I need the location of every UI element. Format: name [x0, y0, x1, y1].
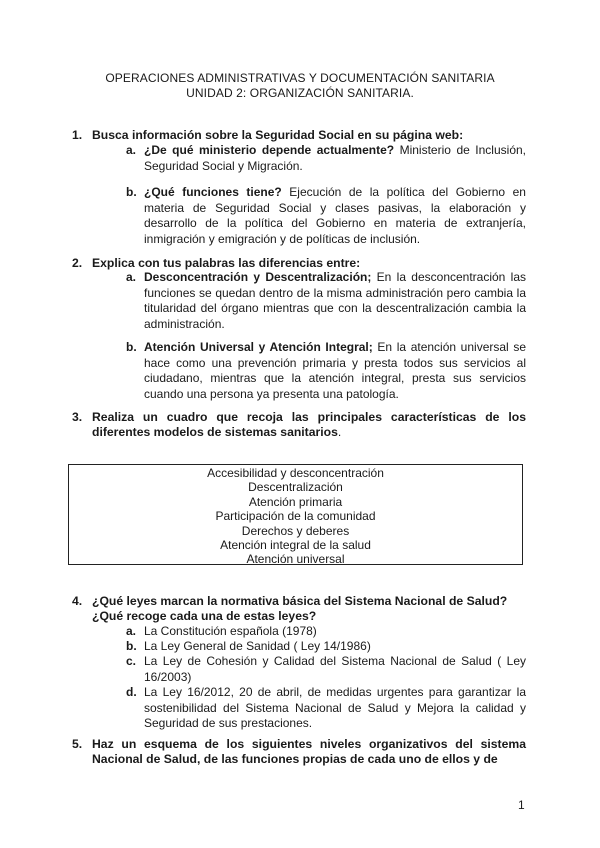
question-3: [72, 410, 526, 440]
page-number: 1: [518, 798, 525, 812]
question-number: 1.: [72, 128, 83, 142]
law-text: La Ley 16/2012, 20 de abril, de medidas urgentes para garantizar la sostenibilidad del Sistema Nacional de Salud y Mejora la calidad y Seguridad de sus prestaciones.: [144, 685, 526, 731]
table-item: Descentralización: [248, 480, 343, 495]
law-item-a: [126, 624, 526, 640]
answer-text: En la atención universal se hace como una prevención primaria y presta todos sus servicios al ciudadano, mientras que la atención integral, presta sus servicios cuando una persona ya presenta una patología.: [144, 340, 527, 401]
question-1: [72, 128, 526, 143]
answer-text: Ejecución de la política del Gobierno en materia de Seguridad Social y clases pasivas, la elaboración y desarrollo de la política del Gobierno en materia de extranjería, inmigración y emigración y de políticas de inclusión.: [144, 185, 526, 246]
sub-question: ¿Qué funciones tiene?: [144, 185, 282, 199]
table-item: Atención universal: [246, 552, 345, 567]
question-text: Haz un esquema de los siguientes niveles organizativos del sistema Nacional de Salud, de las funciones propias de cada uno de ellos y de: [92, 737, 526, 766]
item-letter: b.: [126, 639, 137, 653]
answer-2b: [126, 340, 527, 402]
item-letter: a.: [126, 143, 137, 157]
header-title: OPERACIONES ADMINISTRATIVAS Y DOCUMENTACIÓN SANITARIA: [105, 71, 495, 85]
item-letter: a.: [126, 270, 137, 284]
item-letter: a.: [126, 624, 137, 638]
characteristics-table: [68, 464, 523, 565]
question-number: 3.: [72, 410, 83, 424]
question-number: 5.: [72, 737, 83, 751]
sub-question: Atención Universal y Atención Integral;: [144, 340, 373, 354]
law-item-c: [126, 654, 526, 685]
question-2: [72, 256, 526, 271]
question-text: ¿Qué leyes marcan la normativa básica del Sistema Nacional de Salud? ¿Qué recoge cada una de estas leyes?: [92, 594, 508, 623]
answer-text: En la desconcentración las funciones se quedan dentro de la misma administración pero cambia la titularidad del órgano mientras que con la descentralización cambia la administración.: [144, 270, 526, 331]
law-text: La Ley de Cohesión y Calidad del Sistema Nacional de Salud ( Ley 16/2003): [144, 654, 526, 684]
question-tail: .: [337, 425, 342, 439]
item-letter: d.: [126, 685, 137, 699]
table-item: Derechos y deberes: [241, 523, 350, 538]
question-number: 4.: [72, 594, 83, 608]
question-text: Realiza un cuadro que recoja las principales características de los diferentes modelos de sistemas sanitarios: [92, 410, 526, 439]
law-item-d: [126, 685, 526, 732]
question-5: [72, 737, 526, 767]
answer-1b: [126, 185, 526, 247]
answer-2a: [126, 270, 526, 332]
answer-1a: [126, 143, 526, 174]
table-item: Participación de la comunidad: [215, 509, 376, 524]
header-subtitle: UNIDAD 2: ORGANIZACIÓN SANITARIA.: [186, 86, 414, 100]
law-text: La Constitución española (1978): [144, 624, 317, 638]
item-letter: b.: [126, 340, 137, 354]
answer-text: Ministerio de Inclusión, Seguridad Social y Migración.: [144, 143, 526, 173]
sub-question: Desconcentración y Descentralización;: [144, 270, 372, 284]
question-number: 2.: [72, 256, 83, 270]
item-letter: c.: [126, 654, 137, 668]
table-item: Atención integral de la salud: [220, 538, 371, 553]
law-item-b: [126, 639, 526, 655]
table-item: Accesibilidad y desconcentración: [207, 466, 384, 480]
sub-question: ¿De qué ministerio depende actualmente?: [144, 143, 395, 157]
question-text: Explica con tus palabras las diferencias entre:: [92, 256, 361, 270]
question-4: [72, 594, 526, 624]
law-text: La Ley General de Sanidad ( Ley 14/1986): [144, 639, 371, 653]
table-item: Atención primaria: [248, 494, 343, 509]
question-text: Busca información sobre la Seguridad Social en su página web:: [92, 128, 464, 142]
item-letter: b.: [126, 185, 137, 199]
